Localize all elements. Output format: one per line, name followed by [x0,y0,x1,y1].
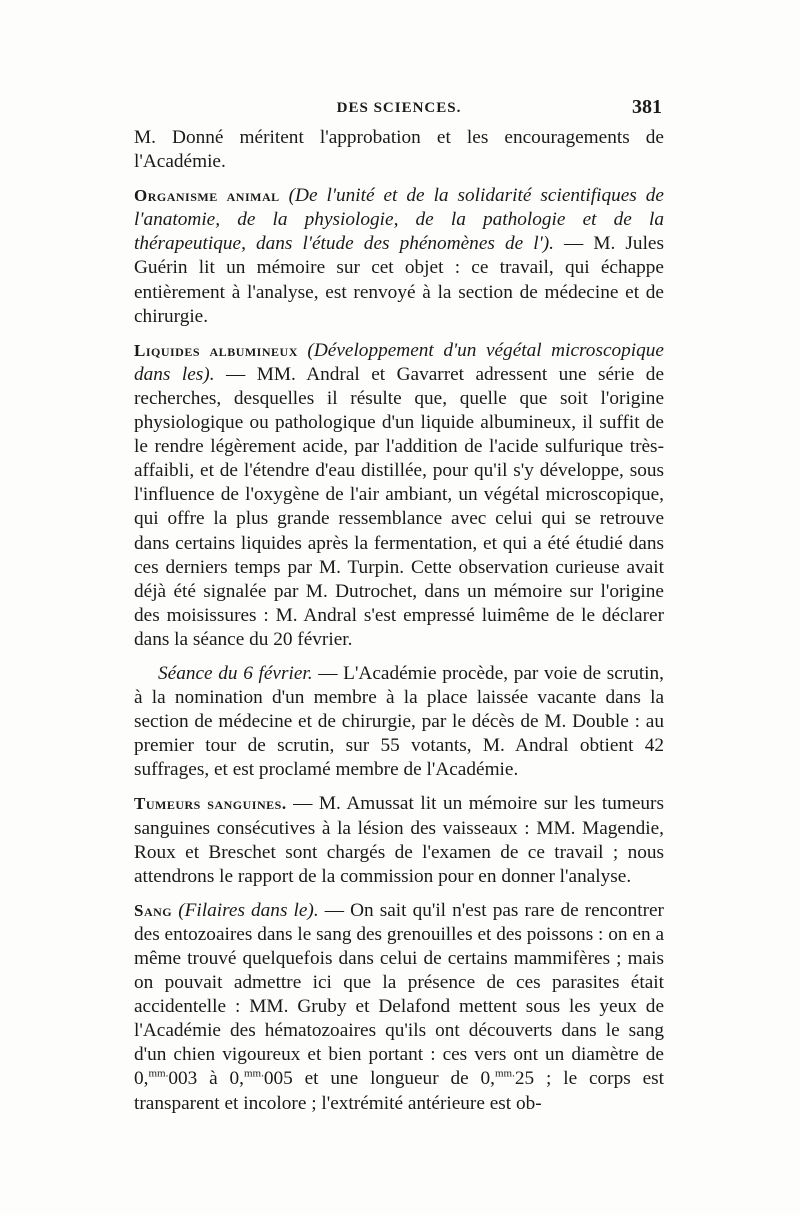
section-subject: (De l'unité et de la solidarité scientifiques de l'anatomie, de la physiologie, de la pathologie et de la thérapeutique, dans l'étude des phénomènes de l'). [134,185,664,255]
measure-value: 003 à 0, [168,1068,244,1090]
page-number: 381 [632,96,662,118]
section-subject: (Filaires dans le). [172,899,319,921]
paragraph-liquides-albumineux [134,339,664,652]
section-title: Sang [134,900,173,920]
paragraph-text-tail: le corps est transparent et incolore ; l'extrémité antérieure est ob- [134,1068,664,1114]
paragraph-continuation [134,126,664,174]
paragraph-organisme-animal [134,184,664,329]
section-title: Tumeurs sanguines. [134,794,287,814]
paragraph-text: M. Donné méritent l'approbation et les encouragements de l'Académie. [134,127,664,173]
page-header [134,96,664,124]
paragraph-seance [134,662,664,782]
unit-superscript: mm. [494,1068,515,1081]
section-title: Liquides albumineux [134,340,298,360]
paragraph-text: — M. Amussat lit un mémoire sur les tumeurs sanguines consécutives à la lésion des vaisseaux : MM. Magendie, Roux et Breschet sont chargés de l'examen de ce travail ; nous attendrons le rapport de la commission pour en donner l'analyse. [134,793,664,887]
measure-value: 005 et une longueur de 0, [263,1068,495,1090]
running-head: DES SCIENCES. [336,100,462,116]
body-text [134,126,664,1126]
paragraph-tumeurs-sanguines [134,792,664,888]
paragraph-text: — On sait qu'il n'est pas rare de rencontrer des entozoaires dans le sang des grenouilles et des poissons : on en a même trouvé quelquefois dans celui de certains mammifères ; mais on pouvait admettre ici que la présence de ces parasites était accidentelle : MM. Gruby et Delafond mettent sous les yeux de l'Académie des hématozoaires qu'ils ont découverts dans le sang d'un chien vigoureux et bien portant : ces vers ont un diamètre de 0, [134,899,664,1090]
paragraph-sang [134,899,664,1116]
paragraph-text: — L'Académie procède, par voie de scrutin, à la nomination d'un membre à la place laissée vacante dans la section de médecine et de chirurgie, par le décès de M. Double : au premier tour de scrutin, sur 55 votants, M. Andral obtient 42 suffrages, et est proclamé membre de l'Académie. [134,662,665,781]
unit-superscript: mm. [243,1068,264,1081]
paragraph-text: — MM. Andral et Gavarret adressent une série de recherches, desquelles il résulte que, quelle que soit l'origine physiologique ou pathologique d'un liquide albumineux, il suffit de le rendre légèrement acide, par l'addition de l'acide sulfurique très-affaibli, et de l'étendre d'eau distillée, pour qu'il s'y développe, sous l'influence de l'oxygène de l'air ambiant, un végétal microscopique, qui offre la plus grande ressemblance avec celui qui se retrouve dans certains liquides après la fermentation, et qui a été étudié dans ces derniers temps par M. Turpin. Cette observation curieuse avait déjà été signalée par M. Dutrochet, dans un mémoire sur l'origine des moisissures : M. Andral s'est empressé luimême de le déclarer dans la séance du 20 février. [134,363,665,650]
section-title: Organisme animal [134,186,280,206]
session-date: Séance du 6 février. [158,662,313,684]
unit-superscript: mm. [148,1068,169,1081]
section-subject: (Développement d'un végétal microscopique dans les). [134,339,664,385]
measure-value: 25 ; [514,1068,552,1090]
paragraph-text: — M. Jules Guérin lit un mémoire sur cet objet : ce travail, qui échappe entièrement à l'analyse, est renvoyé à la section de médecine et de chirurgie. [134,233,664,327]
